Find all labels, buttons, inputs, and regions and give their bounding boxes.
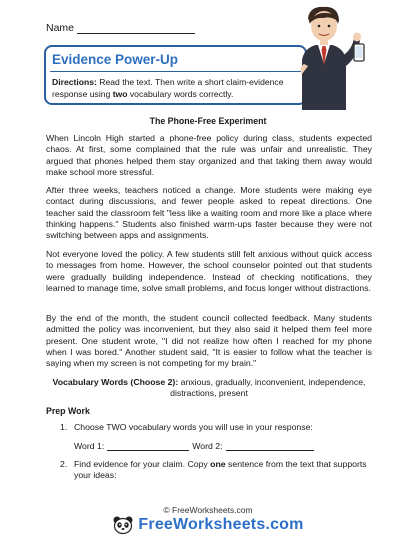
question-1-text: Choose TWO vocabulary words you will use in your response: (74, 422, 313, 432)
paragraph-1: When Lincoln High started a phone-free policy during class, students expected chaos. At first, some complained that the rule was unfair and unrealistic. They argued that phones helped them stay organized and that taking them away would make school more stressful. (46, 133, 372, 177)
directions-text-1: Read the text. Then write a short claim-evidence response using (52, 77, 284, 99)
header-divider (50, 71, 301, 72)
word-1-label: Word 1: (74, 441, 105, 451)
question-1-number: 1. (60, 422, 68, 432)
vocabulary-words (46, 377, 372, 400)
question-2 (60, 459, 370, 482)
question-1 (60, 422, 370, 433)
directions (52, 76, 299, 100)
paragraph-3: Not everyone loved the policy. A few students still felt anxious without quick access to messages from home. However, the school counselor pointed out that students were gradually building independence. Instead of checking notifications, they learned to manage time, solve small problems, and focus longer without distractions. (46, 249, 372, 293)
question-2-text-1: Find evidence for your claim. Copy (74, 459, 211, 469)
word-choice-row (74, 441, 317, 451)
vocabulary-label: Vocabulary Words (Choose 2): (52, 377, 179, 387)
directions-text-2: vocabulary words correctly. (127, 89, 234, 99)
name-blank[interactable] (77, 24, 195, 34)
question-2-text-2: sentence from the text that supports your ideas: (74, 459, 367, 481)
vocabulary-list: anxious, gradually, inconvenient, independence, distractions, present (170, 377, 366, 399)
teacher-with-phone-illustration (294, 4, 368, 110)
question-2-text (74, 459, 370, 482)
name-label: Name (46, 22, 75, 34)
passage-title: The Phone-Free Experiment (149, 116, 267, 126)
word-2-label: Word 2: (192, 441, 223, 451)
brand-name: FreeWorksheets.com (138, 516, 304, 533)
question-2-number: 2. (60, 459, 68, 469)
prep-work-heading: Prep Work (46, 406, 90, 416)
question-2-bold: one (210, 459, 226, 469)
name-field (46, 22, 195, 34)
brand-logo (0, 515, 416, 535)
worksheet-title: Evidence Power-Up (52, 52, 179, 67)
directions-bold: two (112, 89, 128, 99)
panda-icon (112, 515, 134, 535)
word-2-blank[interactable] (226, 442, 314, 451)
word-1-blank[interactable] (107, 442, 189, 451)
paragraph-4: By the end of the month, the student council collected feedback. Many students admitted the policy was inconvenient, but they also said it helped them feel more present. One student wrote, "I did not realize how often I reached for my phone when I was bored." Another student said, "It is easier to follow what the teacher is saying when my screen is not competing for my brain." (46, 313, 372, 369)
directions-label: Directions: (52, 77, 97, 87)
paragraph-2: After three weeks, teachers noticed a change. More students were making eye contact during discussions, and fewer people asked to repeat directions. One teacher said the classroom felt "less like a waiting room and more like a place where thinking happens." Students also finished warm-ups faster because they were not switching between apps and assignments. (46, 185, 372, 241)
header-box (44, 45, 307, 105)
copyright-url: © FreeWorksheets.com (163, 505, 253, 515)
